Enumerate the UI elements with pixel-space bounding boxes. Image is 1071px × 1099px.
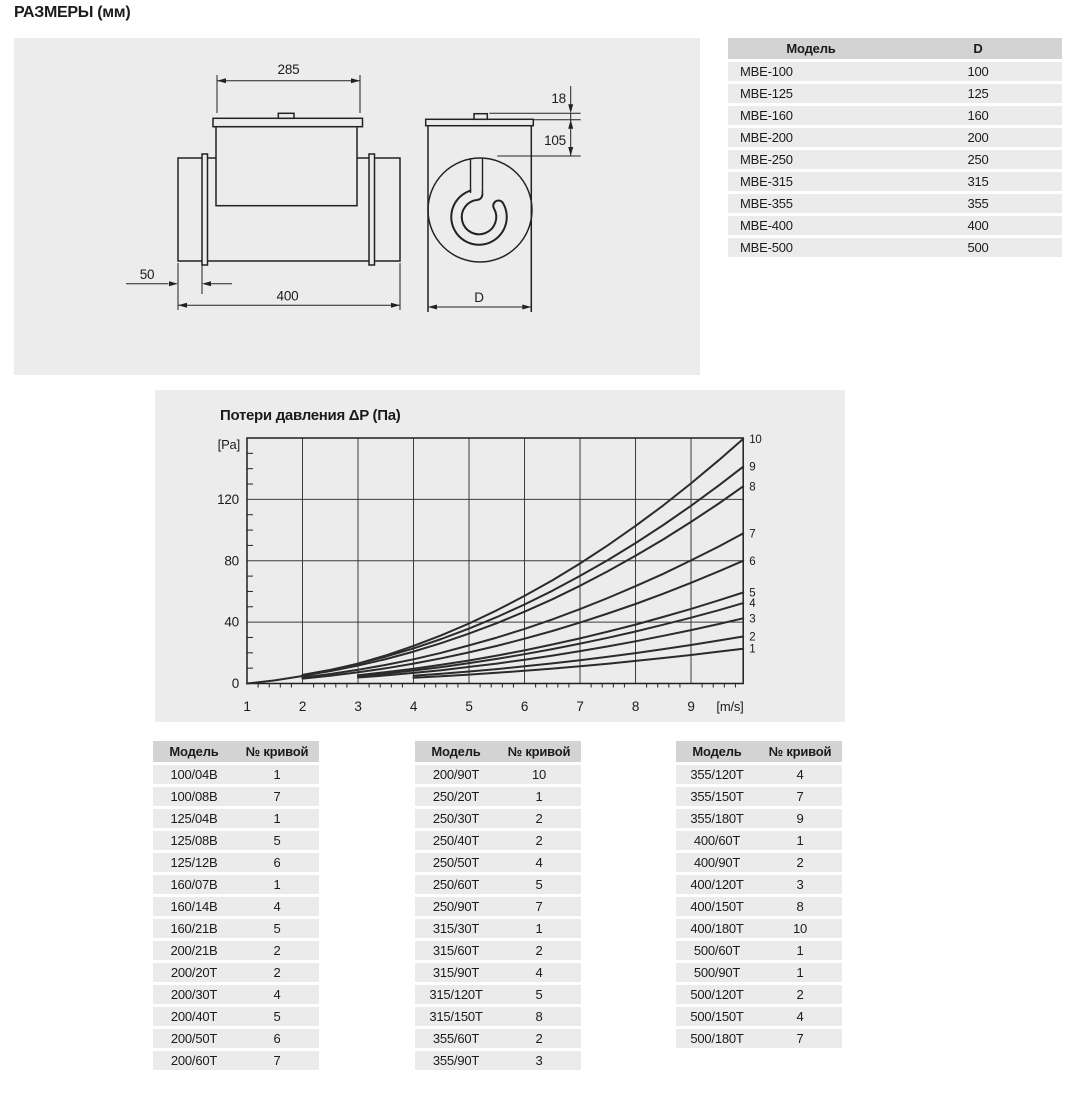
table-row <box>415 787 581 806</box>
y-tick-label: 0 <box>231 676 239 691</box>
value-cell: 7 <box>497 897 581 916</box>
table-row <box>415 941 581 960</box>
table-row <box>676 875 842 894</box>
value-cell: 2 <box>497 941 581 960</box>
curve-label-3: 3 <box>749 613 756 626</box>
curve-9 <box>303 467 744 675</box>
value-cell: 1 <box>497 919 581 938</box>
value-cell: 2 <box>497 831 581 850</box>
model-cell: 250/60Т <box>415 875 497 894</box>
dim-label-285: 285 <box>277 62 300 77</box>
model-cell: МВЕ-500 <box>728 238 894 257</box>
technical-drawing <box>14 38 700 375</box>
value-cell: 3 <box>758 875 842 894</box>
model-cell: 400/180Т <box>676 919 758 938</box>
value-cell: 5 <box>235 919 319 938</box>
table-row <box>153 985 319 1004</box>
model-cell: МВЕ-160 <box>728 106 894 125</box>
table-row <box>415 1007 581 1026</box>
curve-table-3 <box>676 738 842 1051</box>
table-row <box>153 941 319 960</box>
table-header-row <box>728 38 1062 59</box>
value-cell: 4 <box>497 963 581 982</box>
value-cell: 4 <box>235 897 319 916</box>
value-cell: 125 <box>894 84 1062 103</box>
value-cell: 5 <box>235 1007 319 1026</box>
model-cell: МВЕ-125 <box>728 84 894 103</box>
x-tick-label: 3 <box>354 699 362 714</box>
value-cell: 1 <box>235 809 319 828</box>
model-cell: МВЕ-200 <box>728 128 894 147</box>
value-cell: 5 <box>497 875 581 894</box>
dimensions-table-wrap <box>728 35 1062 260</box>
value-cell: 1 <box>497 787 581 806</box>
model-cell: 355/60Т <box>415 1029 497 1048</box>
table-row <box>676 831 842 850</box>
model-cell: 125/12В <box>153 853 235 872</box>
header-cell-model: Модель <box>728 38 894 59</box>
table-row <box>676 1007 842 1026</box>
value-cell: 7 <box>235 787 319 806</box>
model-cell: 160/21В <box>153 919 235 938</box>
value-cell: 10 <box>497 765 581 784</box>
value-cell: 8 <box>758 897 842 916</box>
table-row <box>676 897 842 916</box>
side-view <box>178 113 400 265</box>
curve-label-7: 7 <box>749 528 756 541</box>
value-cell: 250 <box>894 150 1062 169</box>
pressure-loss-chart <box>155 390 845 722</box>
model-cell: 100/08В <box>153 787 235 806</box>
table-row <box>415 853 581 872</box>
page-title: РАЗМЕРЫ (мм) <box>14 4 131 21</box>
chart-plot-area <box>217 434 762 714</box>
y-tick-label: 80 <box>224 553 239 569</box>
model-cell: 125/08В <box>153 831 235 850</box>
value-cell: 2 <box>235 941 319 960</box>
model-cell: 200/90Т <box>415 765 497 784</box>
model-cell: 200/50Т <box>153 1029 235 1048</box>
value-cell: 4 <box>235 985 319 1004</box>
header-cell-d: D <box>894 38 1062 59</box>
value-cell: 315 <box>894 172 1062 191</box>
table-row <box>676 1029 842 1048</box>
model-cell: 500/150Т <box>676 1007 758 1026</box>
model-cell: 355/120Т <box>676 765 758 784</box>
table-row <box>676 853 842 872</box>
model-cell: 200/20Т <box>153 963 235 982</box>
table-row <box>153 787 319 806</box>
model-cell: 250/40Т <box>415 831 497 850</box>
table-header-row <box>676 741 842 762</box>
value-cell: 6 <box>235 853 319 872</box>
dimension-diameter <box>428 305 531 310</box>
value-cell: 2 <box>235 963 319 982</box>
table-row <box>153 831 319 850</box>
table-row <box>153 1029 319 1048</box>
table-row <box>728 238 1062 257</box>
table-row <box>676 919 842 938</box>
model-cell: 315/120Т <box>415 985 497 1004</box>
value-cell: 355 <box>894 194 1062 213</box>
dim-label-D: D <box>474 290 484 305</box>
table-row <box>728 106 1062 125</box>
model-cell: 250/90Т <box>415 897 497 916</box>
model-cell: 160/07В <box>153 875 235 894</box>
table-row <box>728 128 1062 147</box>
curve-label-5: 5 <box>749 587 756 600</box>
header-cell-model: Модель <box>153 741 235 762</box>
dimension-box-width <box>217 75 360 113</box>
model-cell: 125/04В <box>153 809 235 828</box>
table-header-row <box>153 741 319 762</box>
model-cell: МВЕ-355 <box>728 194 894 213</box>
dim-label-105: 105 <box>544 133 566 148</box>
value-cell: 1 <box>235 765 319 784</box>
dimensions-table <box>728 35 1062 260</box>
x-tick-label: 5 <box>465 699 473 714</box>
x-tick-label: 4 <box>409 699 418 714</box>
table-row <box>728 216 1062 235</box>
model-cell: 160/14В <box>153 897 235 916</box>
box-lid <box>213 118 363 126</box>
terminal-box <box>216 127 357 206</box>
curve-table-wrap-3 <box>676 738 842 1051</box>
table-row <box>415 1051 581 1070</box>
table-row <box>676 963 842 982</box>
model-cell: 500/180Т <box>676 1029 758 1048</box>
dim-label-18: 18 <box>551 91 566 106</box>
front-handle <box>474 114 487 120</box>
lid-handle <box>278 113 294 118</box>
curve-label-4: 4 <box>749 598 756 611</box>
value-cell: 500 <box>894 238 1062 257</box>
y-axis-unit-label: [Pa] <box>217 437 240 452</box>
curve-label-9: 9 <box>749 461 756 474</box>
table-row <box>153 919 319 938</box>
value-cell: 160 <box>894 106 1062 125</box>
table-row <box>415 985 581 1004</box>
value-cell: 100 <box>894 62 1062 81</box>
curve-2 <box>414 637 744 676</box>
curve-label-6: 6 <box>749 555 756 568</box>
value-cell: 1 <box>758 963 842 982</box>
header-cell-curve: № кривой <box>497 741 581 762</box>
chart-title: Потери давления ΔP (Па) <box>220 407 401 424</box>
header-cell-curve: № кривой <box>235 741 319 762</box>
dimensions-drawing-panel <box>14 38 700 375</box>
table-row <box>415 875 581 894</box>
curve-label-8: 8 <box>749 481 756 494</box>
table-header-row <box>415 741 581 762</box>
value-cell: 9 <box>758 809 842 828</box>
value-cell: 8 <box>497 1007 581 1026</box>
value-cell: 400 <box>894 216 1062 235</box>
model-cell: МВЕ-400 <box>728 216 894 235</box>
table-row <box>676 809 842 828</box>
table-row <box>153 1051 319 1070</box>
model-cell: 315/150Т <box>415 1007 497 1026</box>
model-cell: МВЕ-315 <box>728 172 894 191</box>
value-cell: 4 <box>758 1007 842 1026</box>
model-cell: 200/40Т <box>153 1007 235 1026</box>
y-tick-label: 40 <box>224 614 239 630</box>
x-tick-label: 8 <box>631 699 640 714</box>
curve-table-wrap-2 <box>415 738 581 1073</box>
value-cell: 2 <box>497 809 581 828</box>
table-row <box>728 194 1062 213</box>
model-cell: 100/04В <box>153 765 235 784</box>
table-row <box>728 150 1062 169</box>
front-lid <box>426 119 534 125</box>
value-cell: 6 <box>235 1029 319 1048</box>
x-tick-label: 1 <box>243 699 251 714</box>
table-row <box>728 62 1062 81</box>
x-tick-label: 9 <box>687 699 695 714</box>
front-view <box>426 114 534 312</box>
model-cell: 355/180Т <box>676 809 758 828</box>
curve-table-wrap-1 <box>153 738 319 1073</box>
model-cell: 355/150Т <box>676 787 758 806</box>
value-cell: 4 <box>497 853 581 872</box>
model-cell: МВЕ-250 <box>728 150 894 169</box>
table-row <box>676 985 842 1004</box>
model-cell: 250/20Т <box>415 787 497 806</box>
value-cell: 7 <box>758 787 842 806</box>
model-cell: 315/30Т <box>415 919 497 938</box>
model-cell: 400/150Т <box>676 897 758 916</box>
value-cell: 1 <box>235 875 319 894</box>
x-tick-label: 7 <box>576 699 584 714</box>
model-cell: 400/120Т <box>676 875 758 894</box>
model-cell: 250/50Т <box>415 853 497 872</box>
table-row <box>676 765 842 784</box>
table-row <box>153 765 319 784</box>
table-row <box>415 831 581 850</box>
flange-left <box>202 154 208 265</box>
value-cell: 5 <box>235 831 319 850</box>
value-cell: 5 <box>497 985 581 1004</box>
table-row <box>153 897 319 916</box>
table-row <box>153 875 319 894</box>
value-cell: 4 <box>758 765 842 784</box>
model-cell: 400/60Т <box>676 831 758 850</box>
value-cell: 1 <box>758 941 842 960</box>
dim-label-400: 400 <box>276 288 299 304</box>
table-row <box>415 963 581 982</box>
model-cell: 500/60Т <box>676 941 758 960</box>
value-cell: 7 <box>758 1029 842 1048</box>
model-cell: 400/90Т <box>676 853 758 872</box>
header-cell-model: Модель <box>415 741 497 762</box>
model-cell: 315/90Т <box>415 963 497 982</box>
pressure-loss-chart-panel <box>155 390 845 722</box>
value-cell: 2 <box>497 1029 581 1048</box>
model-cell: 500/90Т <box>676 963 758 982</box>
dim-label-50: 50 <box>139 267 155 282</box>
table-row <box>676 787 842 806</box>
x-axis-unit-label: [m/s] <box>716 699 744 714</box>
x-tick-label: 6 <box>520 699 529 714</box>
table-row <box>415 765 581 784</box>
curve-label-10: 10 <box>749 433 762 446</box>
table-row <box>153 963 319 982</box>
heating-element <box>457 159 502 240</box>
value-cell: 2 <box>758 853 842 872</box>
table-row <box>415 809 581 828</box>
table-row <box>153 853 319 872</box>
curve-label-1: 1 <box>749 643 756 656</box>
table-row <box>153 809 319 828</box>
curve-table-2 <box>415 738 581 1073</box>
flange-right <box>369 154 375 265</box>
model-cell: 500/120Т <box>676 985 758 1004</box>
model-cell: 250/30Т <box>415 809 497 828</box>
value-cell: 7 <box>235 1051 319 1070</box>
curve-4 <box>358 603 743 676</box>
value-cell: 1 <box>758 831 842 850</box>
model-cell: МВЕ-100 <box>728 62 894 81</box>
curve-label-2: 2 <box>749 631 756 644</box>
model-cell: 355/90Т <box>415 1051 497 1070</box>
model-cell: 200/60Т <box>153 1051 235 1070</box>
model-cell: 200/30Т <box>153 985 235 1004</box>
value-cell: 200 <box>894 128 1062 147</box>
y-tick-label: 120 <box>217 491 239 507</box>
model-cell: 200/21В <box>153 941 235 960</box>
table-row <box>415 919 581 938</box>
header-cell-model: Модель <box>676 741 758 762</box>
table-row <box>676 941 842 960</box>
table-row <box>415 897 581 916</box>
table-row <box>415 1029 581 1048</box>
table-row <box>728 172 1062 191</box>
value-cell: 3 <box>497 1051 581 1070</box>
x-tick-label: 2 <box>298 699 307 714</box>
table-row <box>728 84 1062 103</box>
curve-table-1 <box>153 738 319 1073</box>
table-row <box>153 1007 319 1026</box>
header-cell-curve: № кривой <box>758 741 842 762</box>
value-cell: 2 <box>758 985 842 1004</box>
model-cell: 315/60Т <box>415 941 497 960</box>
value-cell: 10 <box>758 919 842 938</box>
